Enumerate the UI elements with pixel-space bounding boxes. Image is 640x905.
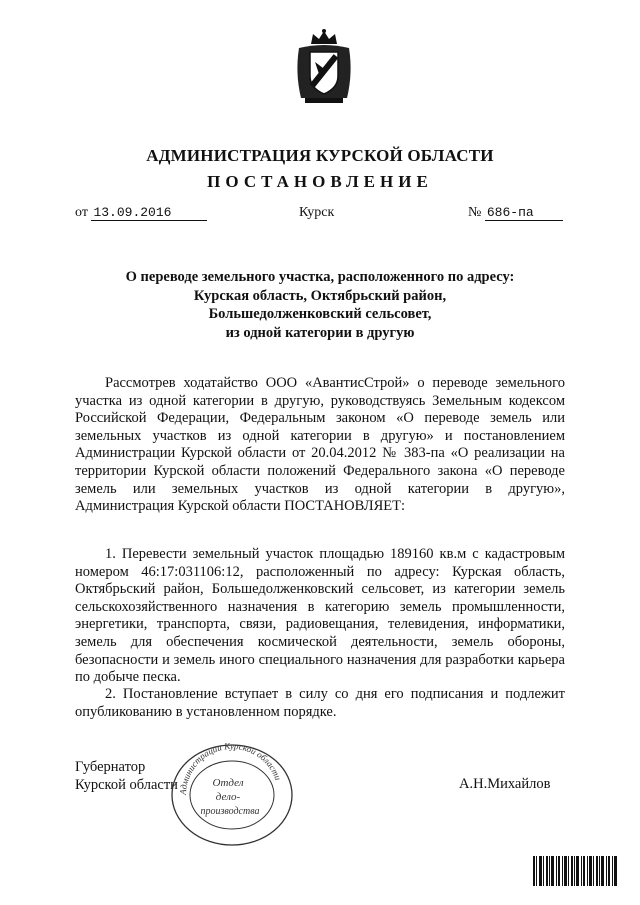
preamble-paragraph [75, 375, 565, 516]
title-line: О переводе земельного участка, расположенного по адресу: [125, 269, 515, 285]
coat-of-arms-icon [293, 28, 355, 106]
document-title [0, 268, 640, 342]
date-field [75, 205, 207, 221]
barcode-icon [533, 856, 618, 886]
signer-title: Губернатор [75, 759, 146, 775]
document-number: 686-па [485, 205, 563, 221]
stamp-ring-text: Администрации Курской области [177, 740, 284, 796]
stamp-center-line: производства [200, 806, 260, 817]
document-city: Курск [299, 205, 335, 220]
organization-name: АДМИНИСТРАЦИЯ КУРСКОЙ ОБЛАСТИ [146, 146, 494, 165]
signer-region: Курской области [75, 777, 178, 793]
number-field [468, 205, 563, 221]
resolution-item-2 [75, 686, 565, 721]
item-1-text: 1. Перевести земельный участок площадью 189160 кв.м с кадастровым номером 46:17:031106:12, расположенный по адресу: Курская область, Октябрьский район, Большедолженковский сельсовет, из категории земель сельскохозяйственного назначения в категорию земель промышленности, энергетики, транспорта, связи, радиовещания, телевидения, информатики, земель для обеспечения космической деятельности, земель обороны, безопасности и земель иного специального назначения для разработки карьера по добыче песка. [75, 546, 565, 686]
signer-position [75, 758, 178, 794]
title-line: из одной категории в другую [225, 324, 415, 341]
stamp-center-line: дело- [215, 791, 241, 803]
preamble-text: Рассмотрев ходатайство ООО «АвантисСтрой» о переводе земельного участка из одной категории в другую, руководствуясь Земельным кодексом Российской Федерации, Федеральным законом «О переводе земель или земельных участков из одной категории в другую» и постановлением Администрации Курской области от 20.04.2012 № 383-па «О реализации на территории Курской области положений Федерального закона «О переводе земель или земельных участков из одной категории в другую», Администрация Курской области ПОСТАНОВЛЯЕТ: [75, 375, 565, 515]
title-line: Большедолженковский сельсовет, [208, 306, 432, 322]
item-2-text: 2. Постановление вступает в силу со дня его подписания и подлежит опубликованию в установленном порядке. [75, 686, 565, 720]
title-line: Курская область, Октябрьский район, [193, 287, 447, 304]
document-type: ПОСТАНОВЛЕНИЕ [207, 172, 433, 191]
document-date: 13.09.2016 [91, 205, 207, 221]
number-prefix: № [468, 205, 482, 220]
office-stamp [166, 740, 298, 850]
resolution-item-1 [75, 546, 565, 687]
signer-name: А.Н.Михайлов [459, 776, 551, 792]
date-prefix: от [75, 205, 88, 220]
stamp-center-line: Отдел [212, 777, 244, 789]
